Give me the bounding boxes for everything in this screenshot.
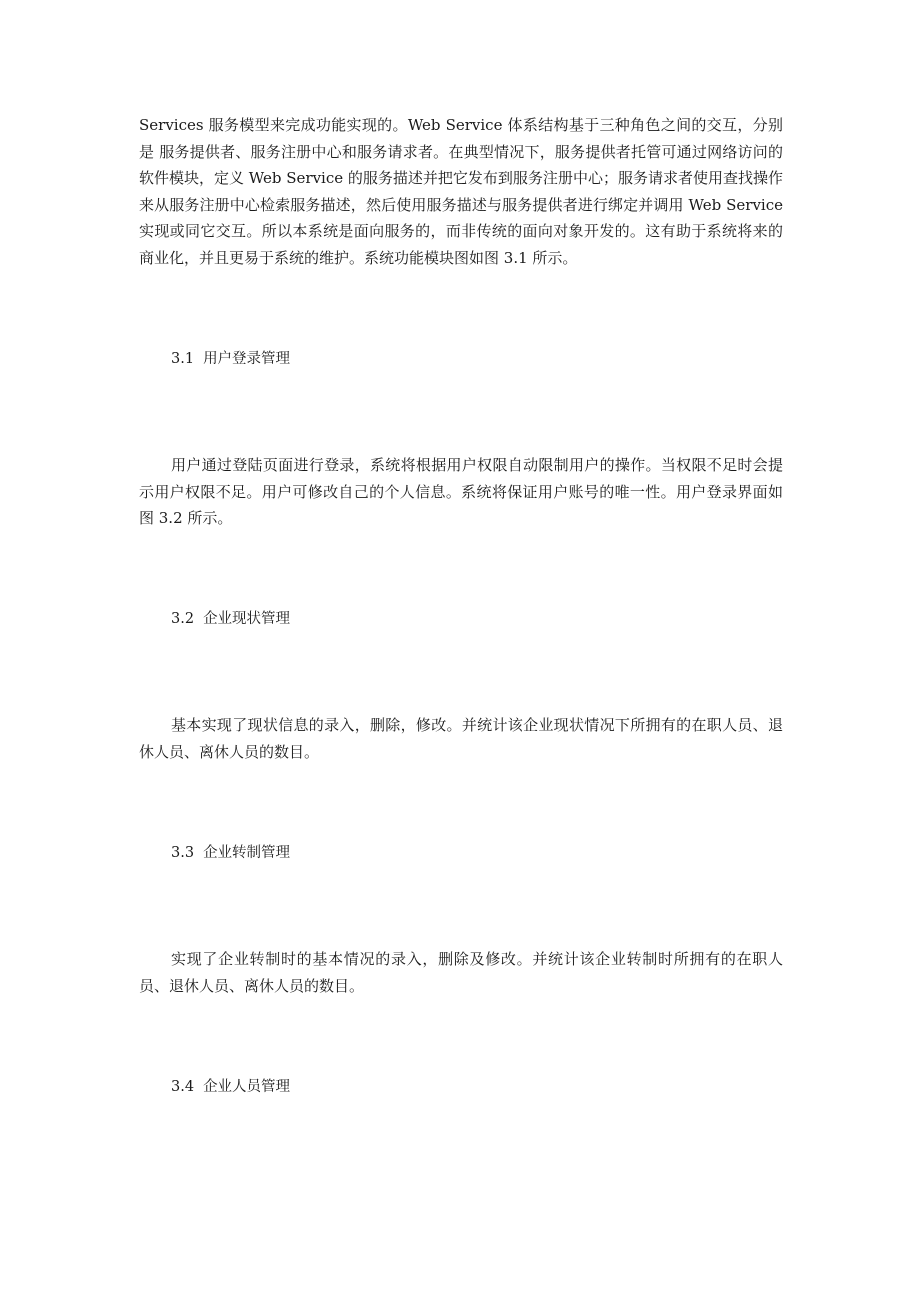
section-heading-3-4 bbox=[171, 1077, 290, 1097]
section-heading-3-2 bbox=[171, 609, 290, 629]
section-title: 用户登录管理 bbox=[203, 351, 291, 367]
section-number: 3.2 bbox=[171, 611, 195, 627]
section-number: 3.3 bbox=[171, 845, 195, 861]
section-number: 3.1 bbox=[171, 351, 195, 367]
intro-paragraph: Services 服务模型来完成功能实现的。Web Service 体系结构基于三种角色之间的交互，分别是 服务提供者、服务注册中心和服务请求者。在典型情况下，服务提供者托管可通过网络访问的软件模块，定义 Web Service 的服务描述并把它发布到服务注册中心；服务请求者使用查找操作来从服务注册中心检索服务描述，然后使用服务描述与服务提供者进行绑定并调用 Web Service 实现或同它交互。所以本系统是面向服务的，而非传统的面向对象开发的。这有助于系统将来的商业化，并且更易于系统的维护。系统功能模块图如图 3.1 所示。 bbox=[139, 116, 783, 267]
section-number: 3.4 bbox=[171, 1079, 195, 1095]
section-heading-3-1 bbox=[171, 349, 290, 369]
section-title: 企业现状管理 bbox=[203, 611, 291, 627]
section-body-3-2: 基本实现了现状信息的录入，删除，修改。并统计该企业现状情况下所拥有的在职人员、退休人员、离休人员的数目。 bbox=[139, 716, 783, 761]
section-body-3-1: 用户通过登陆页面进行登录，系统将根据用户权限自动限制用户的操作。当权限不足时会提示用户权限不足。用户可修改自己的个人信息。系统将保证用户账号的唯一性。用户登录界面如图 3.2 所示。 bbox=[139, 456, 783, 527]
section-title: 企业转制管理 bbox=[203, 845, 291, 861]
section-heading-3-3 bbox=[171, 843, 290, 863]
section-body-3-3: 实现了企业转制时的基本情况的录入，删除及修改。并统计该企业转制时所拥有的在职人员、退休人员、离休人员的数目。 bbox=[139, 950, 783, 995]
section-title: 企业人员管理 bbox=[203, 1079, 291, 1095]
